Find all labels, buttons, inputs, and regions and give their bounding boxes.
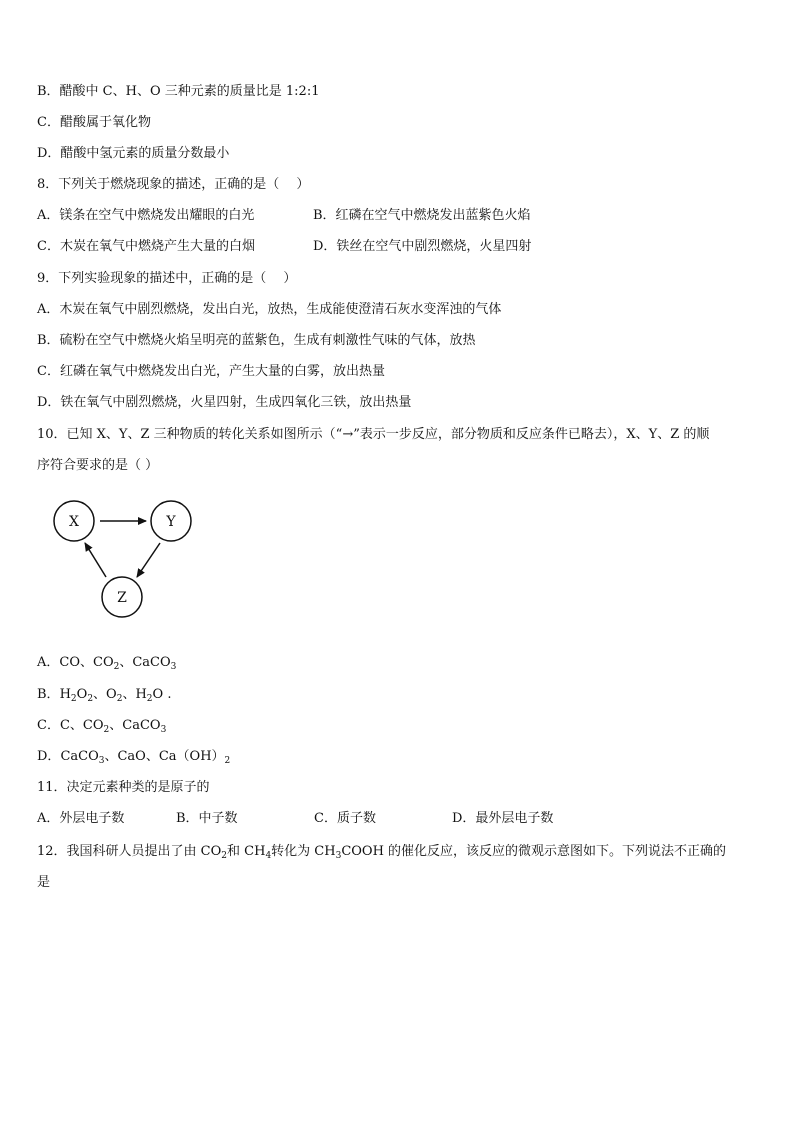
- q7-option-d: D．醋酸中氢元素的质量分数最小: [37, 146, 230, 161]
- q8-option-b: B．红磷在空气中燃烧发出蓝紫色火焰: [313, 208, 531, 223]
- node-z-label: Z: [117, 590, 127, 606]
- q10-option-a: A．CO、$CO_2$、CaCO$_3$: [37, 655, 177, 672]
- q10-option-d: D．CaCO$_3$、CaO、$Ca(OH)_2$: [37, 749, 231, 766]
- q11-option-d: D．最外层电子数: [452, 811, 554, 826]
- q11-option-c: C．质子数: [314, 811, 376, 826]
- node-y-label: Y: [166, 514, 176, 530]
- q11-option-a: A．外层电子数: [37, 811, 125, 826]
- q10-stem-line2: 序符合要求的是（ ）: [37, 458, 159, 473]
- q9-option-a: A．木炭在氧气中剧烈燃烧，发出白光，放热，生成能使澄清石灰水变浑浊的气体: [37, 302, 502, 317]
- q11-option-b: B．中子数: [176, 811, 238, 826]
- q7-option-b: B．醋酸中 C、H、O 三种元素的质量比是 1:2:1: [37, 84, 320, 99]
- q12-stem-line2: 是: [37, 875, 51, 890]
- q7-option-c: C．醋酸属于氧化物: [37, 115, 151, 130]
- node-x-label: X: [69, 514, 79, 530]
- q9-option-c: C．红磷在氧气中燃烧发出白光，产生大量的白雾，放出热量: [37, 364, 385, 379]
- q8-option-a: A．镁条在空气中燃烧发出耀眼的白光: [37, 208, 255, 223]
- conversion-diagram: [40, 495, 210, 623]
- q9-option-b: B．硫粉在空气中燃烧火焰呈明亮的蓝紫色，生成有刺激性气味的气体，放热: [37, 333, 476, 348]
- q10-option-b: B．$H_2O_2$、$O_2$、$H_2O$ .: [37, 687, 172, 704]
- q8-option-d: D．铁丝在空气中剧烈燃烧，火星四射: [313, 239, 532, 254]
- q12-stem-line1: 12．我国科研人员提出了由 $CO_2$和 $CH_4$转化为 $CH_3COOH$ 的催化反应，该反应的微观示意图如下。下列说法不正确的: [37, 844, 727, 861]
- q8-stem: 8．下列关于燃烧现象的描述，正确的是（ ）: [37, 177, 310, 192]
- q10-stem-line1: 10．已知 X、Y、Z 三种物质的转化关系如图所示（“→”表示一步反应，部分物质和反应条件已略去），X、Y、Z 的顺: [37, 427, 710, 442]
- arrow-y-to-z: [137, 543, 160, 577]
- q9-stem: 9．下列实验现象的描述中，正确的是（ ）: [37, 271, 297, 286]
- q11-stem: 11．决定元素种类的是原子的: [37, 780, 210, 795]
- q10-option-c: C．C、$CO_2$、CaCO$_3$: [37, 718, 167, 735]
- q8-option-c: C．木炭在氧气中燃烧产生大量的白烟: [37, 239, 255, 254]
- q9-option-d: D．铁在氧气中剧烈燃烧，火星四射，生成四氧化三铁，放出热量: [37, 395, 412, 410]
- arrow-z-to-x: [85, 543, 106, 577]
